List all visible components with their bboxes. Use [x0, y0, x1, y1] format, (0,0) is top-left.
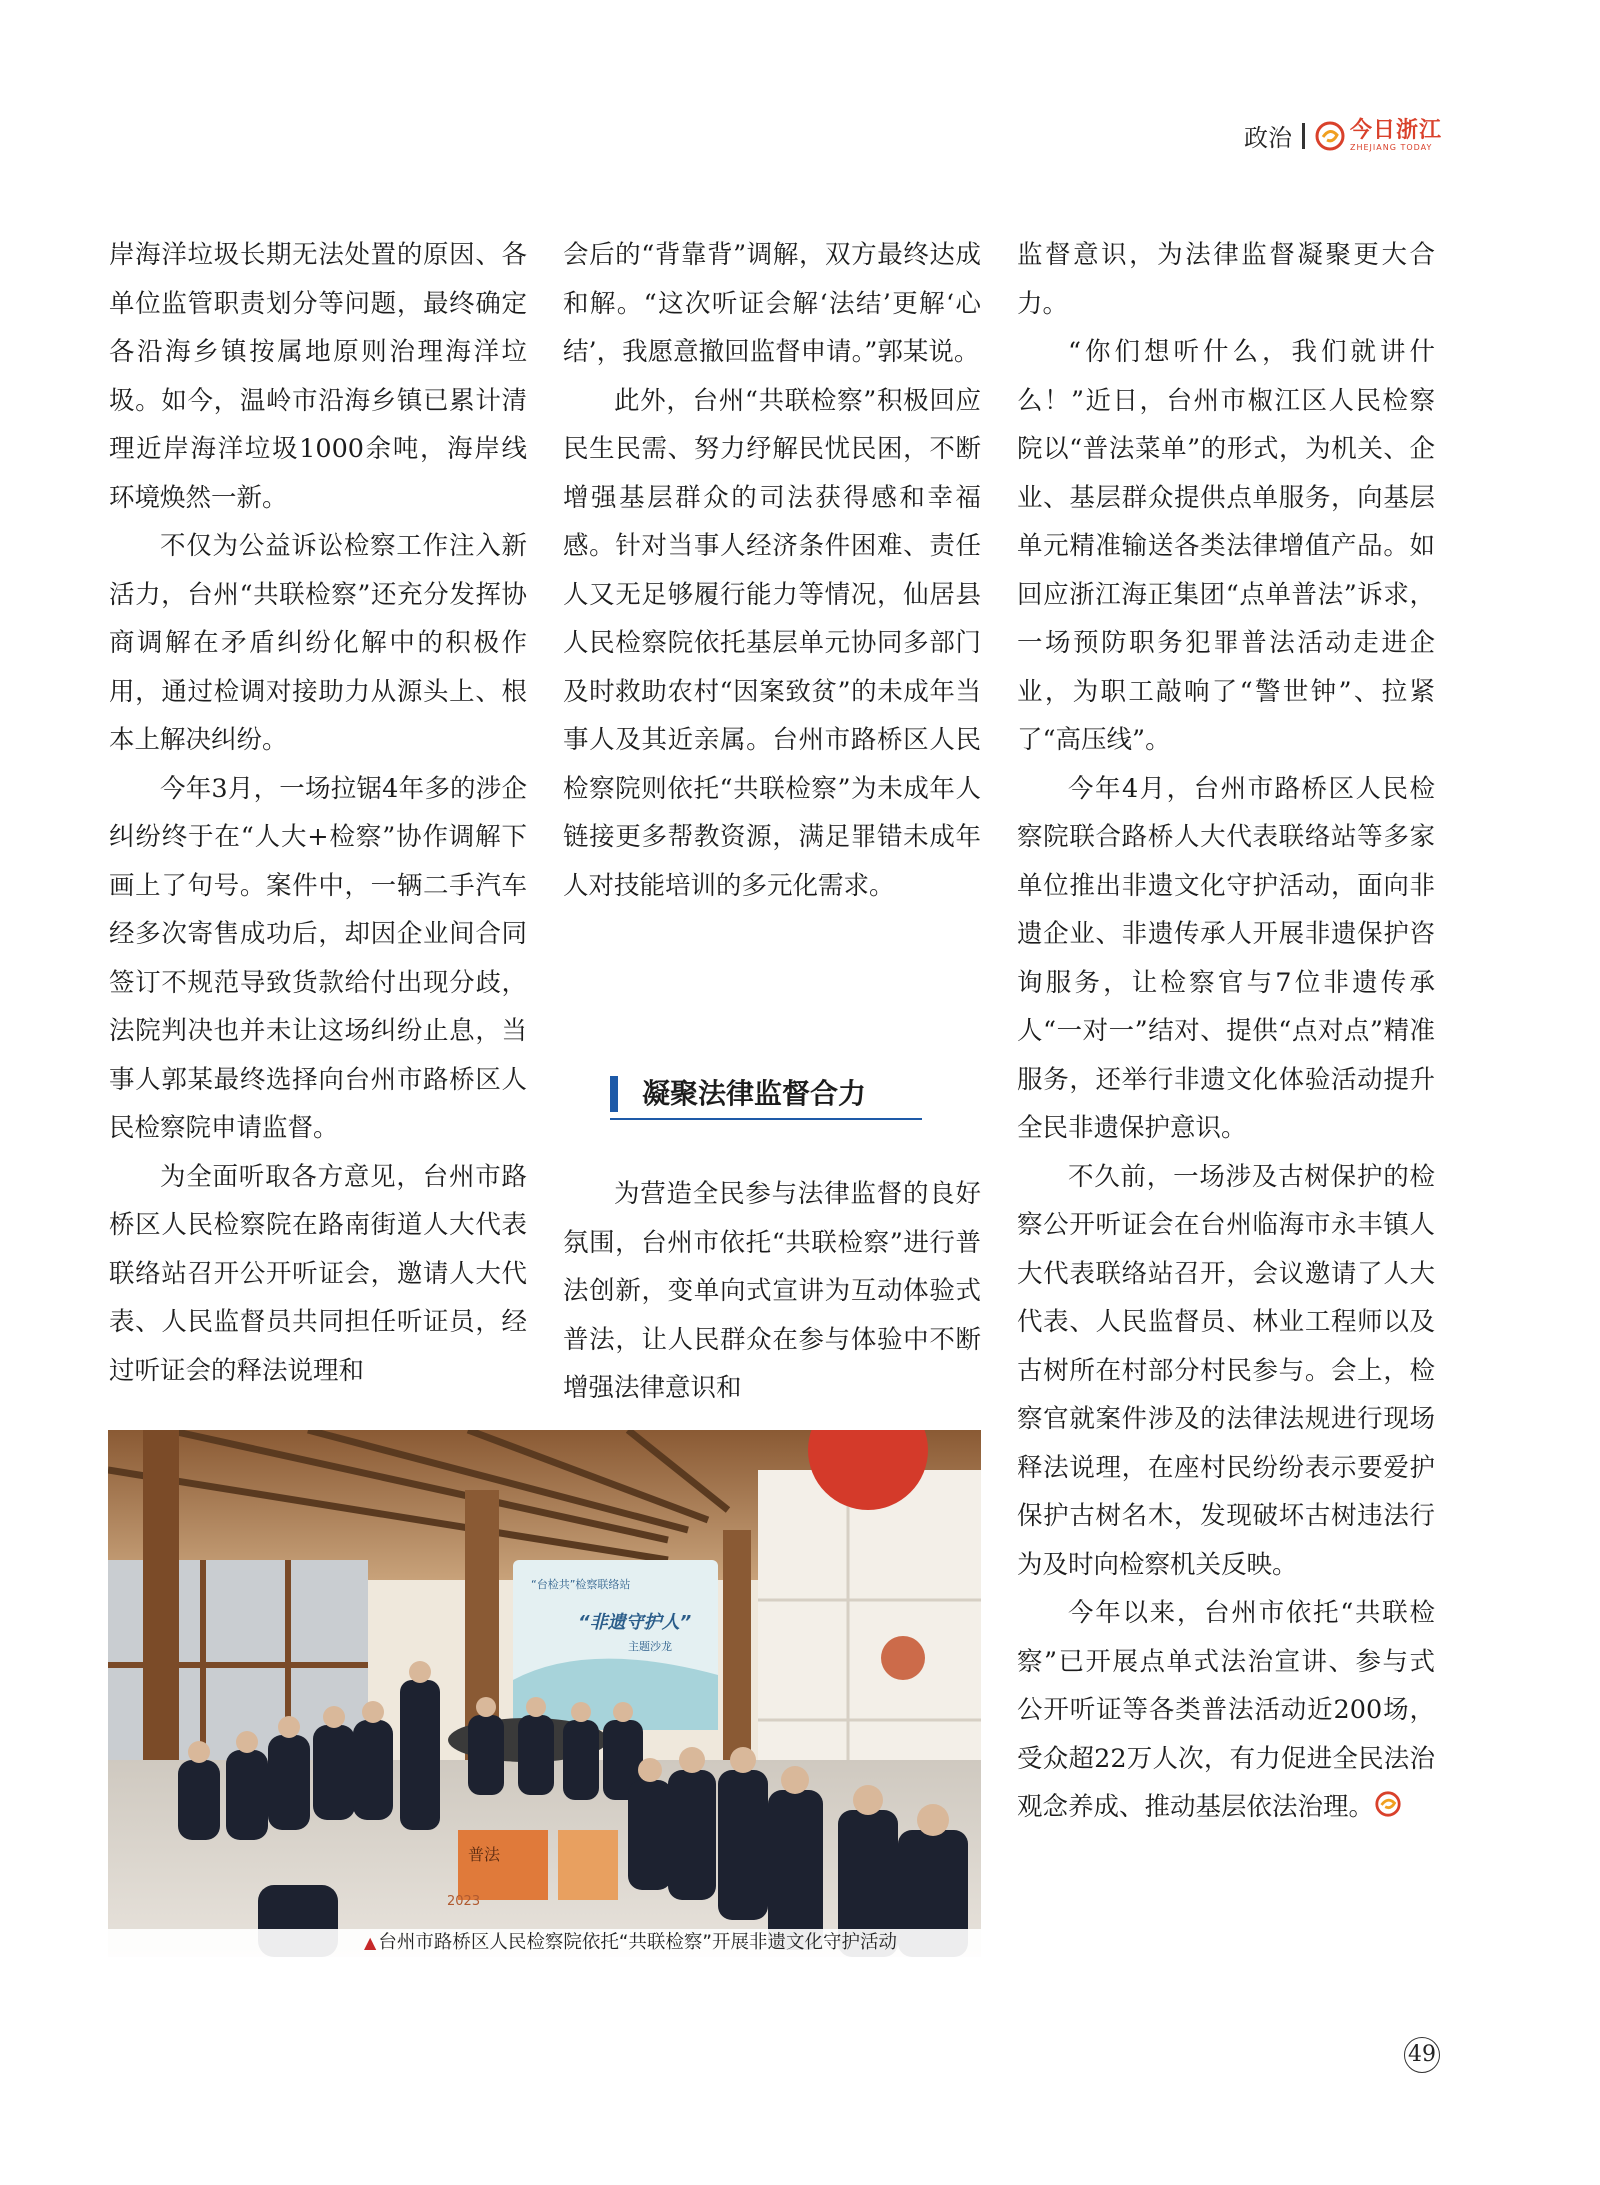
paragraph: 今年4月，台州市路桥区人民检察院联合路桥人大代表联络站等多家单位推出非遗文化守护活动，面向非遗企业、非遗传承人开展非遗保护咨询服务，让检察官与7位非遗传承人“一对一”结对、提供“点对点”精准服务，还举行非遗文化体验活动提升全民非遗保护意识。 — [1017, 773, 1435, 1143]
paragraph: 岸海洋垃圾长期无法处置的原因、各单位监管职责划分等问题，最终确定各沿海乡镇按属地原则治理海洋垃圾。如今，温岭市沿海乡镇已累计清理近岸海洋垃圾1000余吨，海岸线环境焕然一新。 — [109, 240, 527, 513]
photo-box-text: 普法 — [468, 1845, 501, 1864]
event-photo — [108, 1430, 981, 1957]
column-1 — [109, 231, 527, 1395]
column-2 — [563, 231, 981, 910]
end-mark-icon — [1374, 1790, 1402, 1818]
paragraph: 为全面听取各方意见，台州市路桥区人民检察院在路南街道人大代表联络站召开公开听证会，邀请人大代表、人民监督员共同担任听证员，经过听证会的释法说理和 — [109, 1161, 527, 1386]
banner-line-1: “台检共”检察联络站 — [531, 1578, 631, 1591]
magazine-logo — [1315, 117, 1442, 152]
section-subheading — [610, 1070, 922, 1120]
header-divider — [1302, 123, 1305, 149]
banner-line-3: 主题沙龙 — [628, 1640, 672, 1653]
caption-text: 台州市路桥区人民检察院依托“共联检察”开展非遗文化守护活动 — [378, 1932, 897, 1953]
subheading-bar — [610, 1076, 618, 1112]
paragraph: 监督意识，为法律监督凝聚更大合力。 — [1017, 240, 1435, 319]
paragraph: “你们想听什么，我们就讲什么！”近日，台州市椒江区人民检察院以“普法菜单”的形式，为机关、企业、基层群众提供点单服务，向基层单元精准输送各类法律增值产品。如回应浙江海正集团“点单普法”诉求，一场预防职务犯罪普法活动走进企业，为职工敲响了“警世钟”、拉紧了“高压线”。 — [1017, 337, 1435, 755]
caption-triangle-icon: ▲ — [364, 1933, 377, 1952]
logo-swirl-icon — [1315, 121, 1345, 151]
paragraph: 为营造全民参与法律监督的良好氛围，台州市依托“共联检察”进行普法创新，变单向式宣讲为互动体验式普法，让人民群众在参与体验中不断增强法律意识和 — [563, 1179, 981, 1403]
paragraph: 不仅为公益诉讼检察工作注入新活力，台州“共联检察”还充分发挥协商调解在矛盾纠纷化解中的积极作用，通过检调对接助力从源头上、根本上解决纠纷。 — [109, 531, 527, 755]
paragraph: 不久前，一场涉及古树保护的检察公开听证会在台州临海市永丰镇人大代表联络站召开，会议邀请了人大代表、人民监督员、林业工程师以及古树所在村部分村民参与。会上，检察官就案件涉及的法律法规进行现场释法说理，在座村民纷纷表示要爱护保护古树名木，发现破坏古树违法行为及时向检察机关反映。 — [1017, 1161, 1435, 1580]
paragraph: 今年3月，一场拉锯4年多的涉企纠纷终于在“人大+检察”协作调解下画上了句号。案件中，一辆二手汽车经多次寄售成功后，却因企业间合同签订不规范导致货款给付出现分歧，法院判决也并未让这场纠纷止息，当事人郭某最终选择向台州市路桥区人民检察院申请监督。 — [109, 773, 527, 1143]
column-3 — [1017, 231, 1435, 1832]
logo-english-name: ZHEJIANG TODAY — [1349, 142, 1433, 152]
paragraph-text: 今年以来，台州市依托“共联检察”已开展点单式法治宣讲、参与式公开听证等各类普法活动近200场，受众超22万人次，有力促进全民法治观念养成、推动基层依法治理。 — [1017, 1598, 1435, 1822]
paragraph: 此外，台州“共联检察”积极回应民生民需、努力纾解民忧民困，不断增强基层群众的司法获得感和幸福感。针对当事人经济条件困难、责任人又无足够履行能力等情况，仙居县人民检察院依托基层单元协同多部门及时救助农村“因案致贫”的未成年当事人及其近亲属。台州市路桥区人民检察院则依托“共联检察”为未成年人链接更多帮教资源，满足罪错未成年人对技能培训的多元化需求。 — [563, 385, 981, 901]
subheading-text: 凝聚法律监督合力 — [642, 1077, 867, 1110]
photo-box-year: 2023 — [447, 1894, 481, 1909]
paragraph — [1017, 1589, 1435, 1832]
logo-chinese-name: 今日浙江 — [1349, 117, 1442, 143]
paragraph: 会后的“背靠背”调解，双方最终达成和解。“这次听证会解‘法结’更解‘心结’，我愿意撤回监督申请。”郭某说。 — [563, 240, 981, 367]
page-header — [1244, 118, 1442, 153]
event-photo-illustration — [108, 1430, 981, 1957]
photo-caption — [108, 1929, 981, 1957]
section-name: 政治 — [1243, 124, 1292, 152]
column-2-lower — [563, 1170, 981, 1413]
subheading-underline — [610, 1118, 922, 1120]
banner-line-2: “非遗守护人” — [578, 1612, 692, 1633]
page-number: 49 — [1404, 2037, 1440, 2073]
